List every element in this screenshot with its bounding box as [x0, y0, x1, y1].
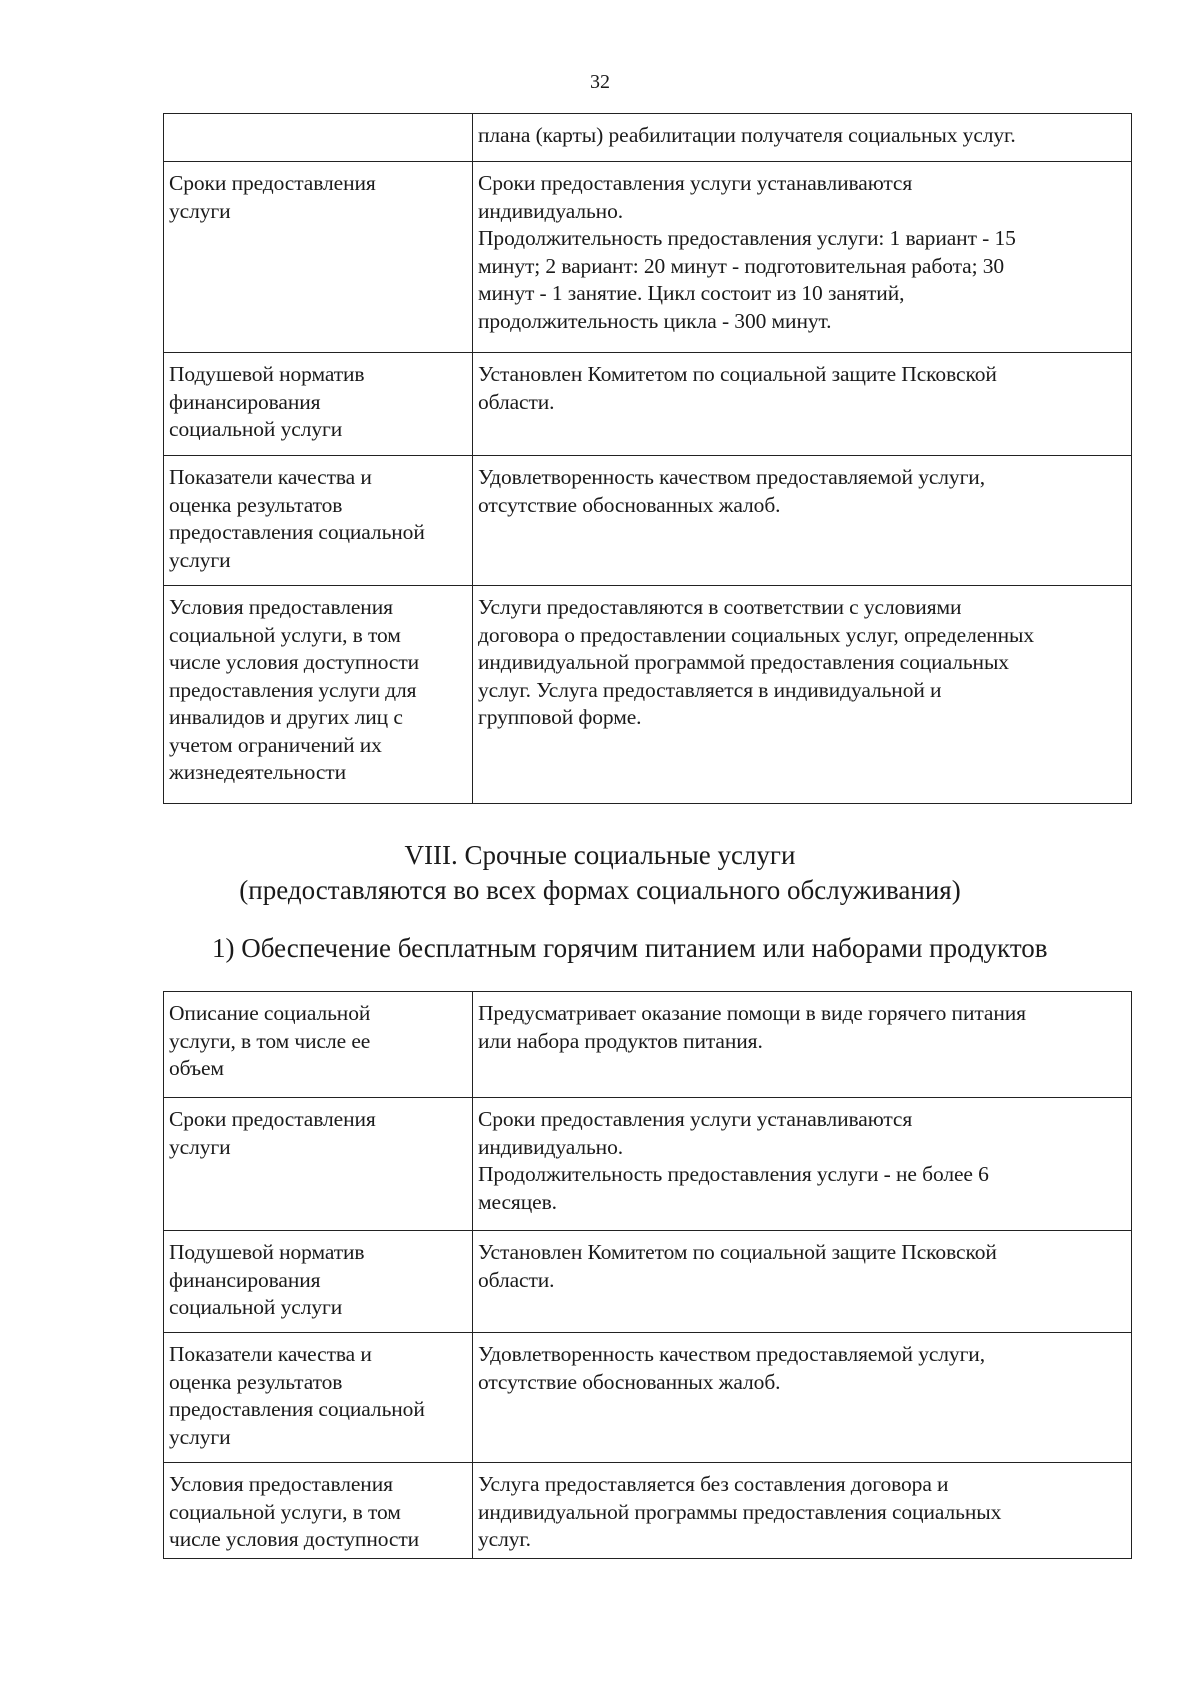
label-line: оценка результатов [169, 1369, 343, 1394]
value-line: Продолжительность предоставления услуги: 1 вариант - 15 [478, 226, 1016, 250]
section-title: VIII. Срочные социальные услуги [404, 840, 796, 870]
value-line: или набора продуктов питания. [478, 1028, 763, 1053]
label-line: предоставления услуги для [169, 677, 417, 702]
value-line: Установлен Комитетом по социальной защите Псковской [478, 1240, 997, 1264]
label-line: социальной услуги [169, 417, 343, 441]
value-line: минут - 1 занятие. Цикл состоит из 10 занятий, [478, 281, 905, 305]
row-value-cell [473, 1098, 1132, 1231]
value-line: Предусматривает оказание помощи в виде горячего питания [478, 1001, 1026, 1025]
label-line: услуги [169, 198, 231, 223]
label-line: социальной услуги [169, 1295, 343, 1319]
value-line: договора о предоставлении социальных услуг, определенных [478, 622, 1034, 647]
value-line: минут; 2 вариант: 20 минут - подготовительная работа; 30 [478, 253, 1005, 278]
label-line: услуги [169, 1424, 231, 1449]
row-label-cell [164, 353, 473, 456]
label-line: финансирования [169, 389, 321, 414]
table-row [164, 114, 1132, 162]
label-line: предоставления социальной [169, 520, 425, 544]
label-line: Подушевой норматив [169, 362, 365, 386]
row-value-cell [473, 992, 1132, 1098]
label-line: Условия предоставления [169, 595, 393, 619]
row-label-cell [164, 1463, 473, 1559]
table-row [164, 456, 1132, 586]
row-label-cell [164, 992, 473, 1098]
value-line: Услуги предоставляются в соответствии с условиями [478, 595, 962, 619]
value-line: услуг. [478, 1527, 531, 1551]
table-row [164, 1463, 1132, 1559]
label-line: социальной услуги, в том [169, 1499, 401, 1524]
row-value-cell [473, 353, 1132, 456]
label-line: жизнедеятельности [169, 760, 346, 784]
value-line: Удовлетворенность качеством предоставляемой услуги, [478, 465, 985, 489]
table-row [164, 353, 1132, 456]
table-row [164, 1231, 1132, 1333]
row-value-cell [473, 1231, 1132, 1333]
row-value-cell [473, 1463, 1132, 1559]
value-line: индивидуально. [478, 198, 624, 223]
label-line: Показатели качества и [169, 465, 372, 489]
row-value-cell [473, 114, 1132, 162]
label-line: услуги [169, 547, 231, 572]
label-line: учетом ограничений их [169, 732, 382, 757]
value-line: индивидуально. [478, 1134, 624, 1159]
label-line: услуги, в том числе ее [169, 1028, 371, 1053]
row-label-cell [164, 162, 473, 353]
table-row [164, 992, 1132, 1098]
service-table-hot-meals [163, 991, 1132, 1559]
row-label-cell [164, 586, 473, 804]
value-line: продолжительность цикла - 300 минут. [478, 308, 832, 333]
row-value-cell [473, 456, 1132, 586]
value-line: Услуга предоставляется без составления договора и [478, 1472, 949, 1496]
row-label-cell [164, 114, 473, 162]
label-line: Сроки предоставления [169, 171, 376, 195]
section-subtitle: (предоставляются во всех формах социального обслуживания) [239, 875, 961, 905]
label-line: Описание социальной [169, 1001, 371, 1025]
row-value-cell [473, 1333, 1132, 1463]
value-line: плана (карты) реабилитации получателя социальных услуг. [478, 123, 1016, 147]
value-line: Установлен Комитетом по социальной защите Псковской [478, 362, 997, 386]
label-line: предоставления социальной [169, 1397, 425, 1421]
value-line: Удовлетворенность качеством предоставляемой услуги, [478, 1342, 985, 1366]
value-line: области. [478, 389, 555, 414]
table-row [164, 586, 1132, 804]
label-line: инвалидов и других лиц с [169, 705, 403, 729]
value-line: индивидуальной программы предоставления социальных [478, 1499, 1002, 1524]
label-line: социальной услуги, в том [169, 622, 401, 647]
service-heading: 1) Обеспечение бесплатным горячим питанием или наборами продуктов [212, 933, 1048, 963]
row-label-cell [164, 1333, 473, 1463]
value-line: отсутствие обоснованных жалоб. [478, 1369, 781, 1394]
row-label-cell [164, 456, 473, 586]
table-row [164, 1333, 1132, 1463]
label-line: Сроки предоставления [169, 1107, 376, 1131]
service-table-continued [163, 113, 1132, 804]
label-line: Условия предоставления [169, 1472, 393, 1496]
row-label-cell [164, 1231, 473, 1333]
label-line: объем [169, 1056, 224, 1080]
label-line: финансирования [169, 1267, 321, 1292]
row-value-cell [473, 162, 1132, 353]
value-line: месяцев. [478, 1189, 557, 1214]
value-line: Сроки предоставления услуги устанавливаются [478, 171, 913, 195]
value-line: групповой форме. [478, 705, 642, 729]
value-line: Сроки предоставления услуги устанавливаются [478, 1107, 913, 1131]
row-label-cell [164, 1098, 473, 1231]
value-line: области. [478, 1267, 555, 1292]
value-line: отсутствие обоснованных жалоб. [478, 492, 781, 517]
label-line: Показатели качества и [169, 1342, 372, 1366]
table-row [164, 162, 1132, 353]
row-value-cell [473, 586, 1132, 804]
table-row [164, 1098, 1132, 1231]
value-line: Продолжительность предоставления услуги - не более 6 [478, 1162, 989, 1186]
label-line: числе условия доступности [169, 1527, 420, 1551]
value-line: услуг. Услуга предоставляется в индивидуальной и [478, 677, 942, 702]
value-line: индивидуальной программой предоставления социальных [478, 650, 1009, 674]
label-line: оценка результатов [169, 492, 343, 517]
label-line: услуги [169, 1134, 231, 1159]
label-line: Подушевой норматив [169, 1240, 365, 1264]
label-line: числе условия доступности [169, 650, 420, 674]
page-number: 32 [590, 71, 610, 93]
